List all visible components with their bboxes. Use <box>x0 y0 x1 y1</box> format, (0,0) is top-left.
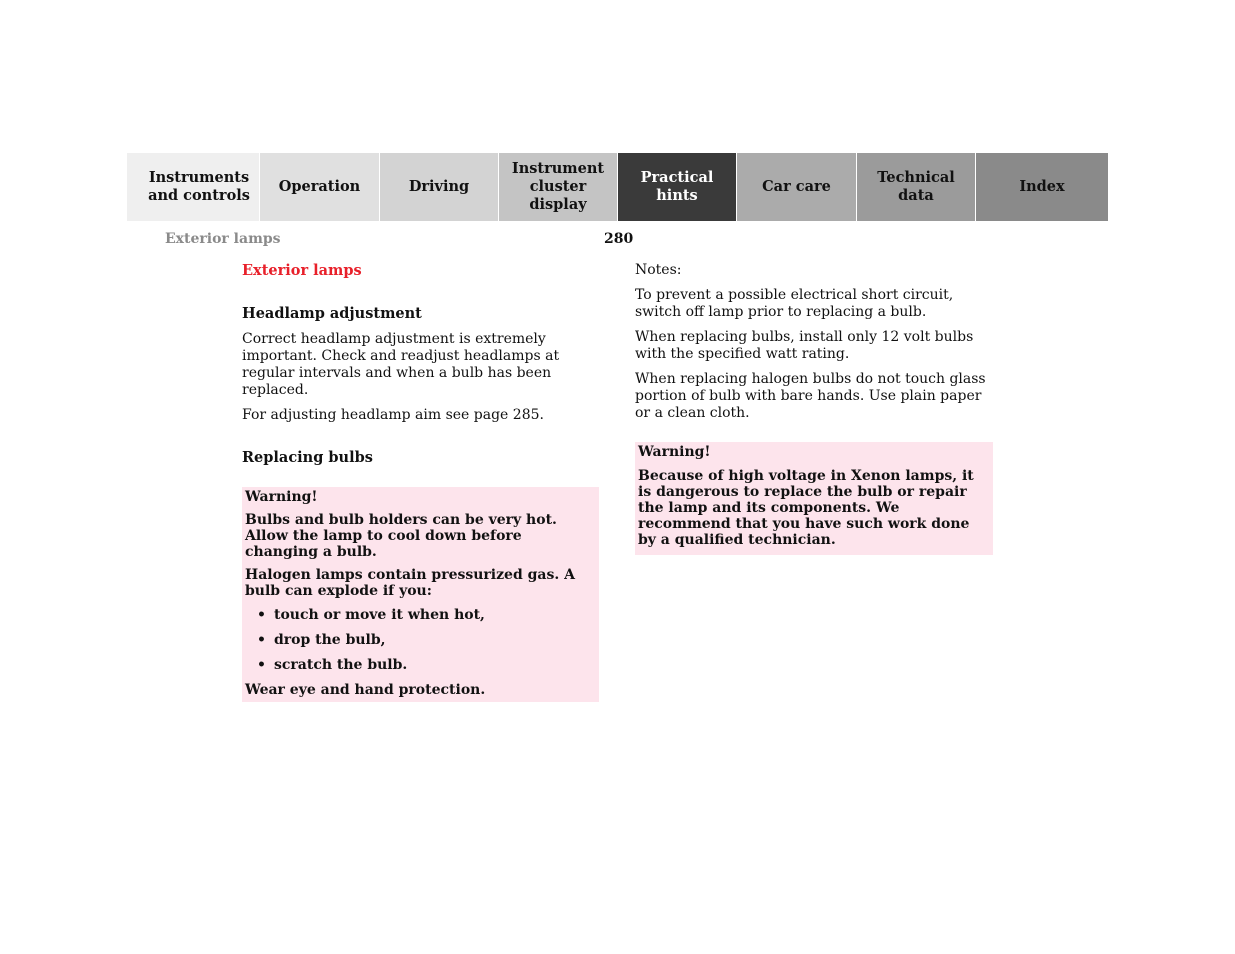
tab-technical-data[interactable]: Technical data <box>856 153 975 221</box>
list-item: • touch or move it when hot, <box>257 607 485 623</box>
note-short-circuit: To prevent a possible electrical short circuit, switch off lamp prior to replacing a bulb. <box>635 287 954 320</box>
note-halogen-glass: When replacing halogen bulbs do not touch glass portion of bulb with bare hands. Use plain paper or a clean cloth. <box>635 371 986 421</box>
tab-operation[interactable]: Operation <box>259 153 379 221</box>
left-column <box>242 262 599 702</box>
right-column <box>635 262 993 555</box>
warning-bullet-list <box>245 607 596 673</box>
section-title: Exterior lamps <box>242 262 362 279</box>
notes-label: Notes: <box>635 262 682 278</box>
replacing-bulbs-heading: Replacing bulbs <box>242 449 373 466</box>
tab-index[interactable]: Index <box>975 153 1108 221</box>
tab-driving[interactable]: Driving <box>379 153 498 221</box>
tab-instruments-and-controls[interactable]: Instruments and controls <box>127 153 259 221</box>
warning-hot-bulbs: Bulbs and bulb holders can be very hot. Allow the lamp to cool down before changing a bulb. <box>245 512 557 560</box>
running-head: Exterior lamps <box>165 231 281 247</box>
page-number: 280 <box>604 231 634 247</box>
warning-pressurized-gas: Halogen lamps contain pressurized gas. A bulb can explode if you: <box>245 567 575 599</box>
list-item: • scratch the bulb. <box>257 657 408 673</box>
headlamp-adjustment-heading: Headlamp adjustment <box>242 305 422 322</box>
warning-title: Warning! <box>245 489 318 505</box>
tab-instrument-cluster-display[interactable]: Instrument cluster display <box>498 153 617 221</box>
xenon-warning-box <box>635 442 993 555</box>
bulb-warning-box <box>242 487 599 702</box>
chapter-nav <box>127 153 1108 221</box>
list-item: • drop the bulb, <box>257 632 386 648</box>
warning-xenon-text: Because of high voltage in Xenon lamps, it is dangerous to replace the bulb or repair the lamp and its components. We recommend that you have such work done by a qualified technician. <box>638 468 974 548</box>
note-12-volt-bulbs: When replacing bulbs, install only 12 volt bulbs with the specified watt rating. <box>635 329 974 362</box>
headlamp-paragraph: Correct headlamp adjustment is extremely important. Check and readjust headlamps at regular intervals and when a bulb has been replaced. <box>242 331 560 398</box>
tab-practical-hints[interactable]: Practical hints <box>617 153 736 221</box>
warning-title: Warning! <box>638 444 711 460</box>
tab-car-care[interactable]: Car care <box>736 153 856 221</box>
warning-protection: Wear eye and hand protection. <box>245 682 486 698</box>
headlamp-aim-reference: For adjusting headlamp aim see page 285. <box>242 407 544 423</box>
